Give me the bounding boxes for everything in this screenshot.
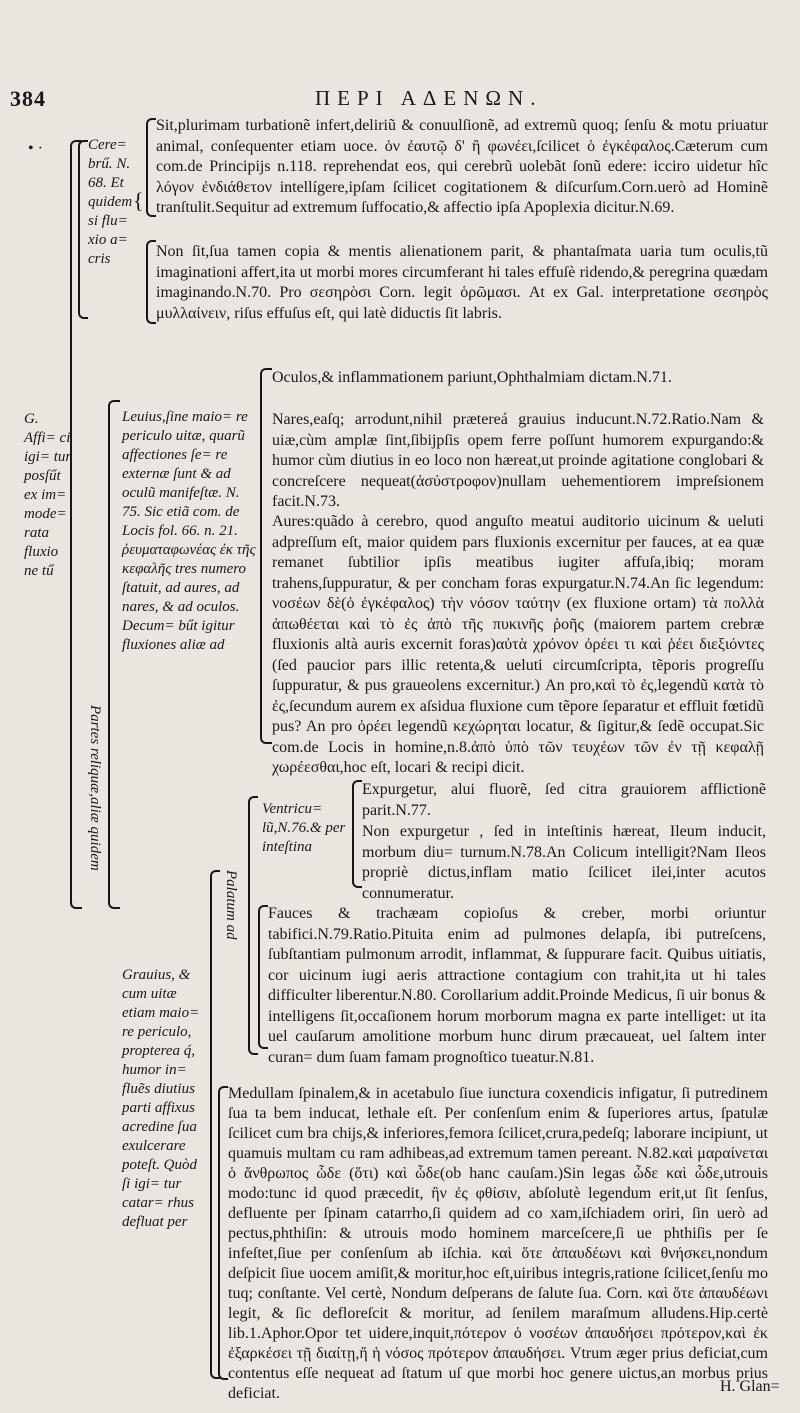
bracket-ventriculum <box>352 780 362 888</box>
paragraph-oculos: Oculos,& inflammationem pariunt,Ophthalmiam dictam.N.71. <box>272 369 672 386</box>
label-partes-reliquae: Partes reliquæ,aliæ quidem <box>87 705 103 871</box>
bracket-leuius <box>260 368 272 744</box>
bracket-partes <box>108 400 120 909</box>
bracket-cerebri <box>78 140 88 319</box>
paragraph-sit: Sit,plurimam turbationẽ infert,deliriũ & conuulſionẽ, ad extremũ quoq; ſenſu & motu priuatur animal, conſequenter etiam uoce. ὁν ἐαυτῷ δ' ἢ φωνέει,ſcilicet ὁ ἐγκέφαλος.Cæterum cum com.de Principijs n.118. reprehendat eos, qui cerebrũ uolebãt ſonũ edere: icciro uidetur hîc λόγον ἐνδιάθετον intellígere,ipſam ſcilicet cogitationem & diſcurſum.Corn.uerò ad Hominẽ tranſtulit.Sequitur ad extremum ſuffocatio,& affectio ipſa Apoplexia dicitur.N.69. <box>156 117 768 216</box>
label-palatum: Palatum ad <box>223 870 239 940</box>
paragraph-non: Non ſit,ſua tamen copia & mentis alienationem parit, & phantaſmata uaria tum oculis,tũ imaginationi affert,ita ut morbi mores circumferant hi tales effuſè ridendo,& peregrina quædam imaginando.N.70. Pro σεσηρὸσι Corn. legit ὁρῶμασι. At ex Gal. interpretatione σεσηρὸς μυλλαίνειν, riſus effuſus eſt, qui latè diductis ſit labris. <box>156 243 768 322</box>
bracket-non <box>146 240 156 324</box>
label-ventriculum: Ventricu= lũ,N.76.& per inteſtina <box>262 801 346 855</box>
margin-marks: • · <box>28 140 43 157</box>
bracket-fauces <box>258 905 268 1049</box>
paragraph-aures: Aures:quãdo à cerebro, quod anguſto meatui auditorio uicinum & ueluti adpreſſum eſt, maior quidem pars fluxionis excernitur per fauces, at ea quæ remanet ſubtilior ipſis meatibus iugiter affuſa,ibiq; moram trahens,ſuppuratur, & per concham foras expurgatur.N.74.An ſic legendum: νοσέων δὲ(ὁ ἐγκέφαλος) τὴν νόσον ταύτην (ex fluxione ortam) τὰ πολλὰ ἀπωθέεται καὶ τὸ ἐς ἀπὸ τῆς πυκινῆς ῥοῆς (maiorem partem crebræ fluxionis altà auris excernit foras)αὐτὰ χρόνον ὀρέει τι καὶ ῥέει διεξιόντες (ſed paucior pars illic retenta,& ueluti circumſcripta, tẽporis progreſſu ſuppuratur, & pus graueolens excernitur.) An pro,καὶ τὸ ἐς,legendũ κατὰ τὸ ἐς,ſecundum aurem ex aſsidua fluxione cum tẽpore ſeparatur et effluit fœtidũ pus? An pro ὀρέει legendũ κεχώρηται locatur, & ſigitur,& ſedẽ occupat.Sic com.de Locis in homine,n.8.ἀπὸ ὑπὸ τῶν τευχέων τῶν ἐν τῇ κεφαλῇ χωρέεσθαι,hoc eſt, locari & recipi dicit. <box>272 513 764 776</box>
bracket-palatum <box>248 796 258 1055</box>
paragraph-fauces: Fauces & trachæam copioſus & creber, morbi oriuntur tabifici.N.79.Ratio.Pituita enim ad pulmones delapſa, ibi putreſcens, ſubſtantiam pulmonum arrodit, inflammat, & ſuppurare facit. Quibus uitiatis, cor uicinum iugi aeris attractione contagium con trahit,ita ut hi tales difficulter liberentur.N.80. Corollarium addit.Proinde Medicus, ſi uir bonus & intelligens ſit,occaſionem horum morborum magna ex parte intelliget: ut ita uel cauſarum amolitione morbum hunc dirum præcaueat, uel ſaltem inter curan= dum ſuam famam prognoſtico tueatur.N.81. <box>268 905 766 1066</box>
running-title: ΠΕΡΙ ΑΔΕΝΩΝ. <box>315 86 543 110</box>
catchword: H. Glan= <box>720 1378 780 1395</box>
label-leuius: Leuius,ſine maio= re periculo uitæ, quarũ affectiones ſe= re externæ ſunt & ad oculũ manifeſtæ. N. 75. Sic etiã com. de Locis fol. 66. n. 21. ῥευματαφωνέας ἐκ τῆς κεφαλῆς tres numero ſtatuit, ad aures, ad nares, & ad oculos. Decum= bűt igitur fluxiones aliæ ad <box>122 409 256 653</box>
page-number: 384 <box>10 86 46 111</box>
paragraph-nares: Nares,eaſq; arrodunt,nihil prætereá grauius inducunt.N.72.Ratio.Nam & uiæ,cùm amplæ ſint,ſibijpſis opem ferre poſſunt humorem expurgando:& humor cùm diutius in eo loco non hæreat,ut proinde agitatione conglobari & concreſcere nequeat(ἀσύστροφον)nullam uehementiorem impreſsionem facit.N.73. <box>272 411 764 510</box>
label-cerebri: Cere= brű. N. 68. Et quidem si flu= xio a= cris <box>88 137 133 267</box>
bracket-sit <box>146 118 156 217</box>
brace-cerebri: { <box>133 188 144 213</box>
paragraph-non-expurgetur: Non expurgetur , ſed in inteſtinis hæreat, Ileum inducit, morbum diu= turnum.N.78.An Colicum intelligit?Nam Ileos propriè dictus,inflam matio ſcilicet ilei,inter acutos connumeratur. <box>362 823 766 902</box>
label-g-affici: G. Affi= ci igi= tur posſűt ex im= mode= rata fluxio ne tű <box>24 411 72 579</box>
bracket-medullam <box>218 1086 228 1380</box>
paragraph-medullam: Medullam ſpinalem,& in acetabulo ſiue iunctura coxendicis infigatur, ſi putredinem ſua ta bem inducat, lethale eſt. Per conſenſum enim & ſuperiores artus, ſpatulæ ſcilicet cum bra chijs,& inferiores,femora ſcilicet,crura,pedeſq; laborare incipiunt, ut quamuis multam cu ram adhibeas,ad extremum tamen pereant. N.82.καὶ μαραίνεται ὁ ἄνθρωπος ὧδε (ὅτι) καὶ ὧδε(ob hanc cauſam.)Sin legas ὧδε καὶ ὧδε,utrouis modo:tunc id quod præcedit, ἢν ἐς φθίσιν, abſolutè legendum erit,ut ſit ſenſus, defluente per ſpinam catarrho,ſi quidem ad co xam,iſchiadem oriri, ſin uerò ad pectus,phthiſin: & utrouis modo hominem marceſcere,ſi ue phthiſis per ſe infeſtet,ſiue per conſenſum ab iſchia. καὶ ὅτε ἀπαυδέωνι καὶ θνήσκει,nondum deſpicit ſiue uocem amiſit,& moritur,hoc eſt,uiribus integris,ratione ſcilicet,ſenſu mo tuq; conſtante. Vel certè, Nondum deſperans de ſalute ſua. Corn. καὶ ὅτε ἀπαυδέωνι legit, & ſic defloreſcit & moritur, ad ſenilem maraſmum alludens.Hip.certè lib.1.Aphor.Opor tet uidere,inquit,πότερον ὁ νοσέων ἀπαυδήσει πρότερον,καὶ ἐκ ἐξαρκέσει τῇ διαίτῃ,ἤ ἡ νόσος πρότερον ἀπαυδήσει. Vtrum æger prius deficiat,cum contentus eſſe nequeat ad ſtatum uſ que morbi hoc genere uictus,an morbus prius deficiat. <box>228 1085 768 1402</box>
paragraph-expurgetur: Expurgetur, alui fluorẽ, ſed citra grauiorem afflictionẽ parit.N.77. <box>362 781 766 819</box>
label-grauius: Grauius, & cum uitæ etiam maio= re periculo, propterea q́, humor in= fluẽs diutius parti affixus acredine ſua exulcerare poteſt. Quòd ſi igi= tur catar= rhus defluat per <box>122 967 200 1230</box>
